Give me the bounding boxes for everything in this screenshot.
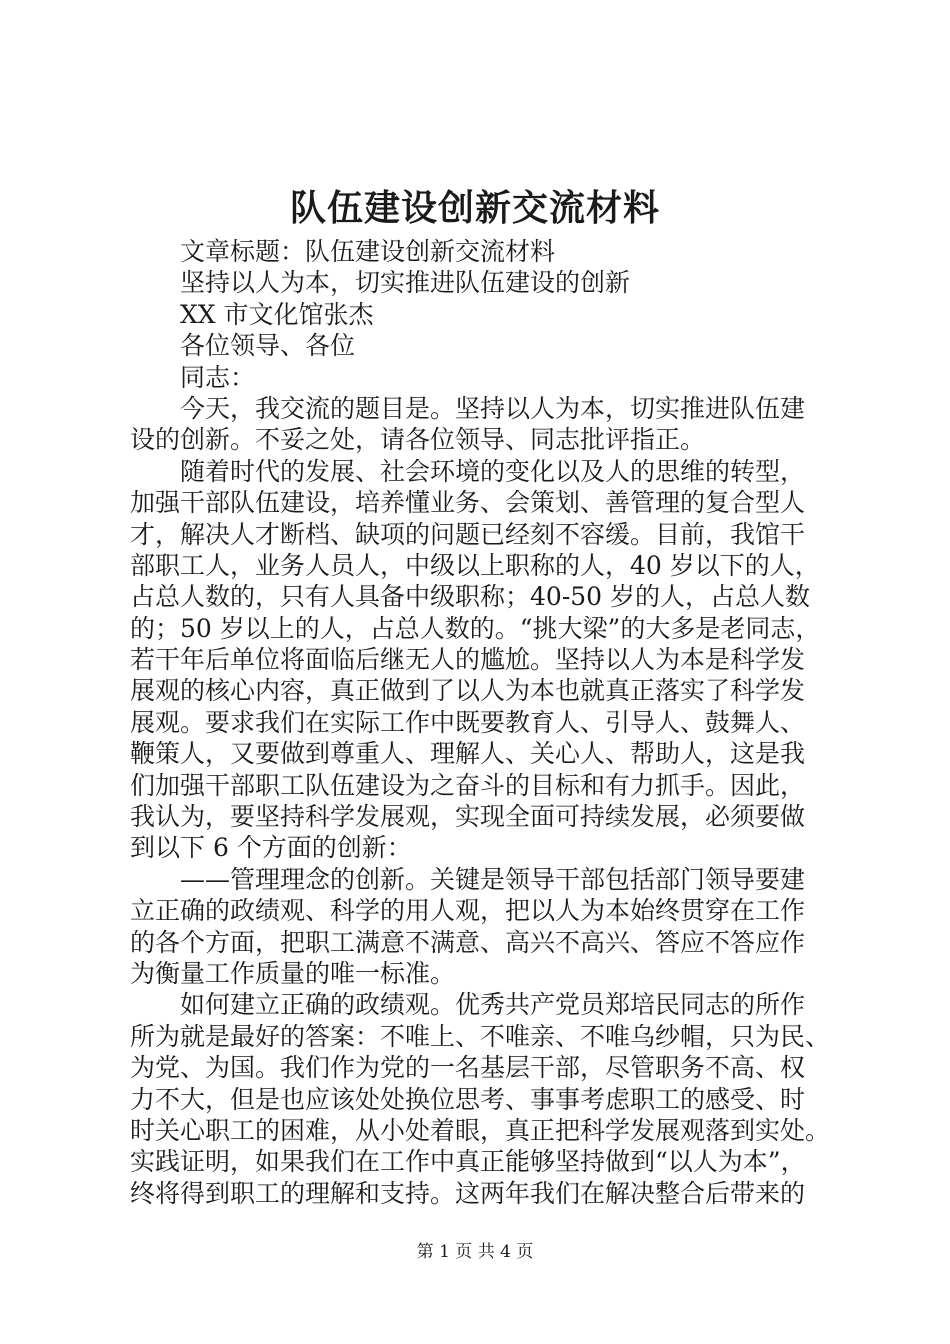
body-line: 同志：	[180, 362, 256, 392]
body-line: 坚持以人为本，切实推进队伍建设的创新	[180, 268, 631, 298]
body-line: 终将得到职工的理解和支持。这两年我们在解决整合后带来的	[130, 1178, 806, 1208]
body-line: 为衡量工作质量的唯一标准。	[130, 958, 456, 988]
body-line: 才，解决人才断档、缺项的问题已经刻不容缓。目前，我馆干	[130, 519, 806, 549]
body-line: 的；50 岁以上的人，占总人数的。“挑大梁”的大多是老同志，	[130, 613, 821, 643]
body-line: 加强干部队伍建设，培养懂业务、会策划、善管理的复合型人	[130, 488, 806, 518]
body-line: ——管理理念的创新。关键是领导干部包括部门领导要建	[180, 864, 806, 894]
body-line: 文章标题：队伍建设创新交流材料	[180, 237, 556, 266]
body-line: 所为就是最好的答案：不唯上、不唯亲、不唯乌纱帽，只为民、	[130, 1021, 830, 1051]
body-line: 我认为，要坚持科学发展观，实现全面可持续发展，必须要做	[130, 802, 806, 832]
body-line: 立正确的政绩观、科学的用人观，把以人为本始终贯穿在工作	[130, 896, 806, 926]
body-line: 为党、为国。我们作为党的一名基层干部，尽管职务不高、权	[130, 1053, 806, 1083]
body-line: 若干年后单位将面临后继无人的尴尬。坚持以人为本是科学发	[130, 645, 806, 675]
body-line: 力不大，但是也应该处处换位思考、事事考虑职工的感受、时	[130, 1084, 806, 1114]
body-line: 今天，我交流的题目是。坚持以人为本，切实推进队伍建	[180, 393, 806, 423]
body-line: 实践证明，如果我们在工作中真正能够坚持做到“以人为本”，	[130, 1147, 806, 1177]
body-line: 如何建立正确的政绩观。优秀共产党员郑培民同志的所作	[180, 990, 806, 1020]
body-line: 设的创新。不妥之处，请各位领导、同志批评指正。	[130, 425, 706, 455]
body-line: 部职工人，业务人员人，中级以上职称的人，40 岁以下的人，	[130, 550, 820, 580]
body-line: 展观。要求我们在实际工作中既要教育人、引导人、鼓舞人、	[130, 707, 806, 737]
document-body	[130, 236, 830, 1209]
document-title: 队伍建设创新交流材料	[289, 187, 660, 229]
body-line: 们加强干部职工队伍建设为之奋斗的目标和有力抓手。因此，	[130, 770, 806, 800]
body-line: 到以下 6 个方面的创新：	[130, 833, 412, 863]
page-footer: 第 1 页 共 4 页	[416, 1242, 534, 1262]
body-line: 鞭策人，又要做到尊重人、理解人、关心人、帮助人，这是我	[130, 739, 806, 769]
body-line: 时关心职工的困难，从小处着眼，真正把科学发展观落到实处。	[130, 1115, 830, 1145]
body-line: 占总人数的，只有人具备中级职称；40-50 岁的人，占总人数	[130, 582, 811, 612]
body-line: 随着时代的发展、社会环境的变化以及人的思维的转型，	[180, 456, 806, 486]
body-line: 展观的核心内容，真正做到了以人为本也就真正落实了科学发	[130, 676, 806, 706]
body-line: 各位领导、各位	[180, 331, 356, 361]
body-line: XX 市文化馆张杰	[180, 299, 374, 329]
body-line: 的各个方面，把职工满意不满意、高兴不高兴、答应不答应作	[130, 927, 806, 957]
